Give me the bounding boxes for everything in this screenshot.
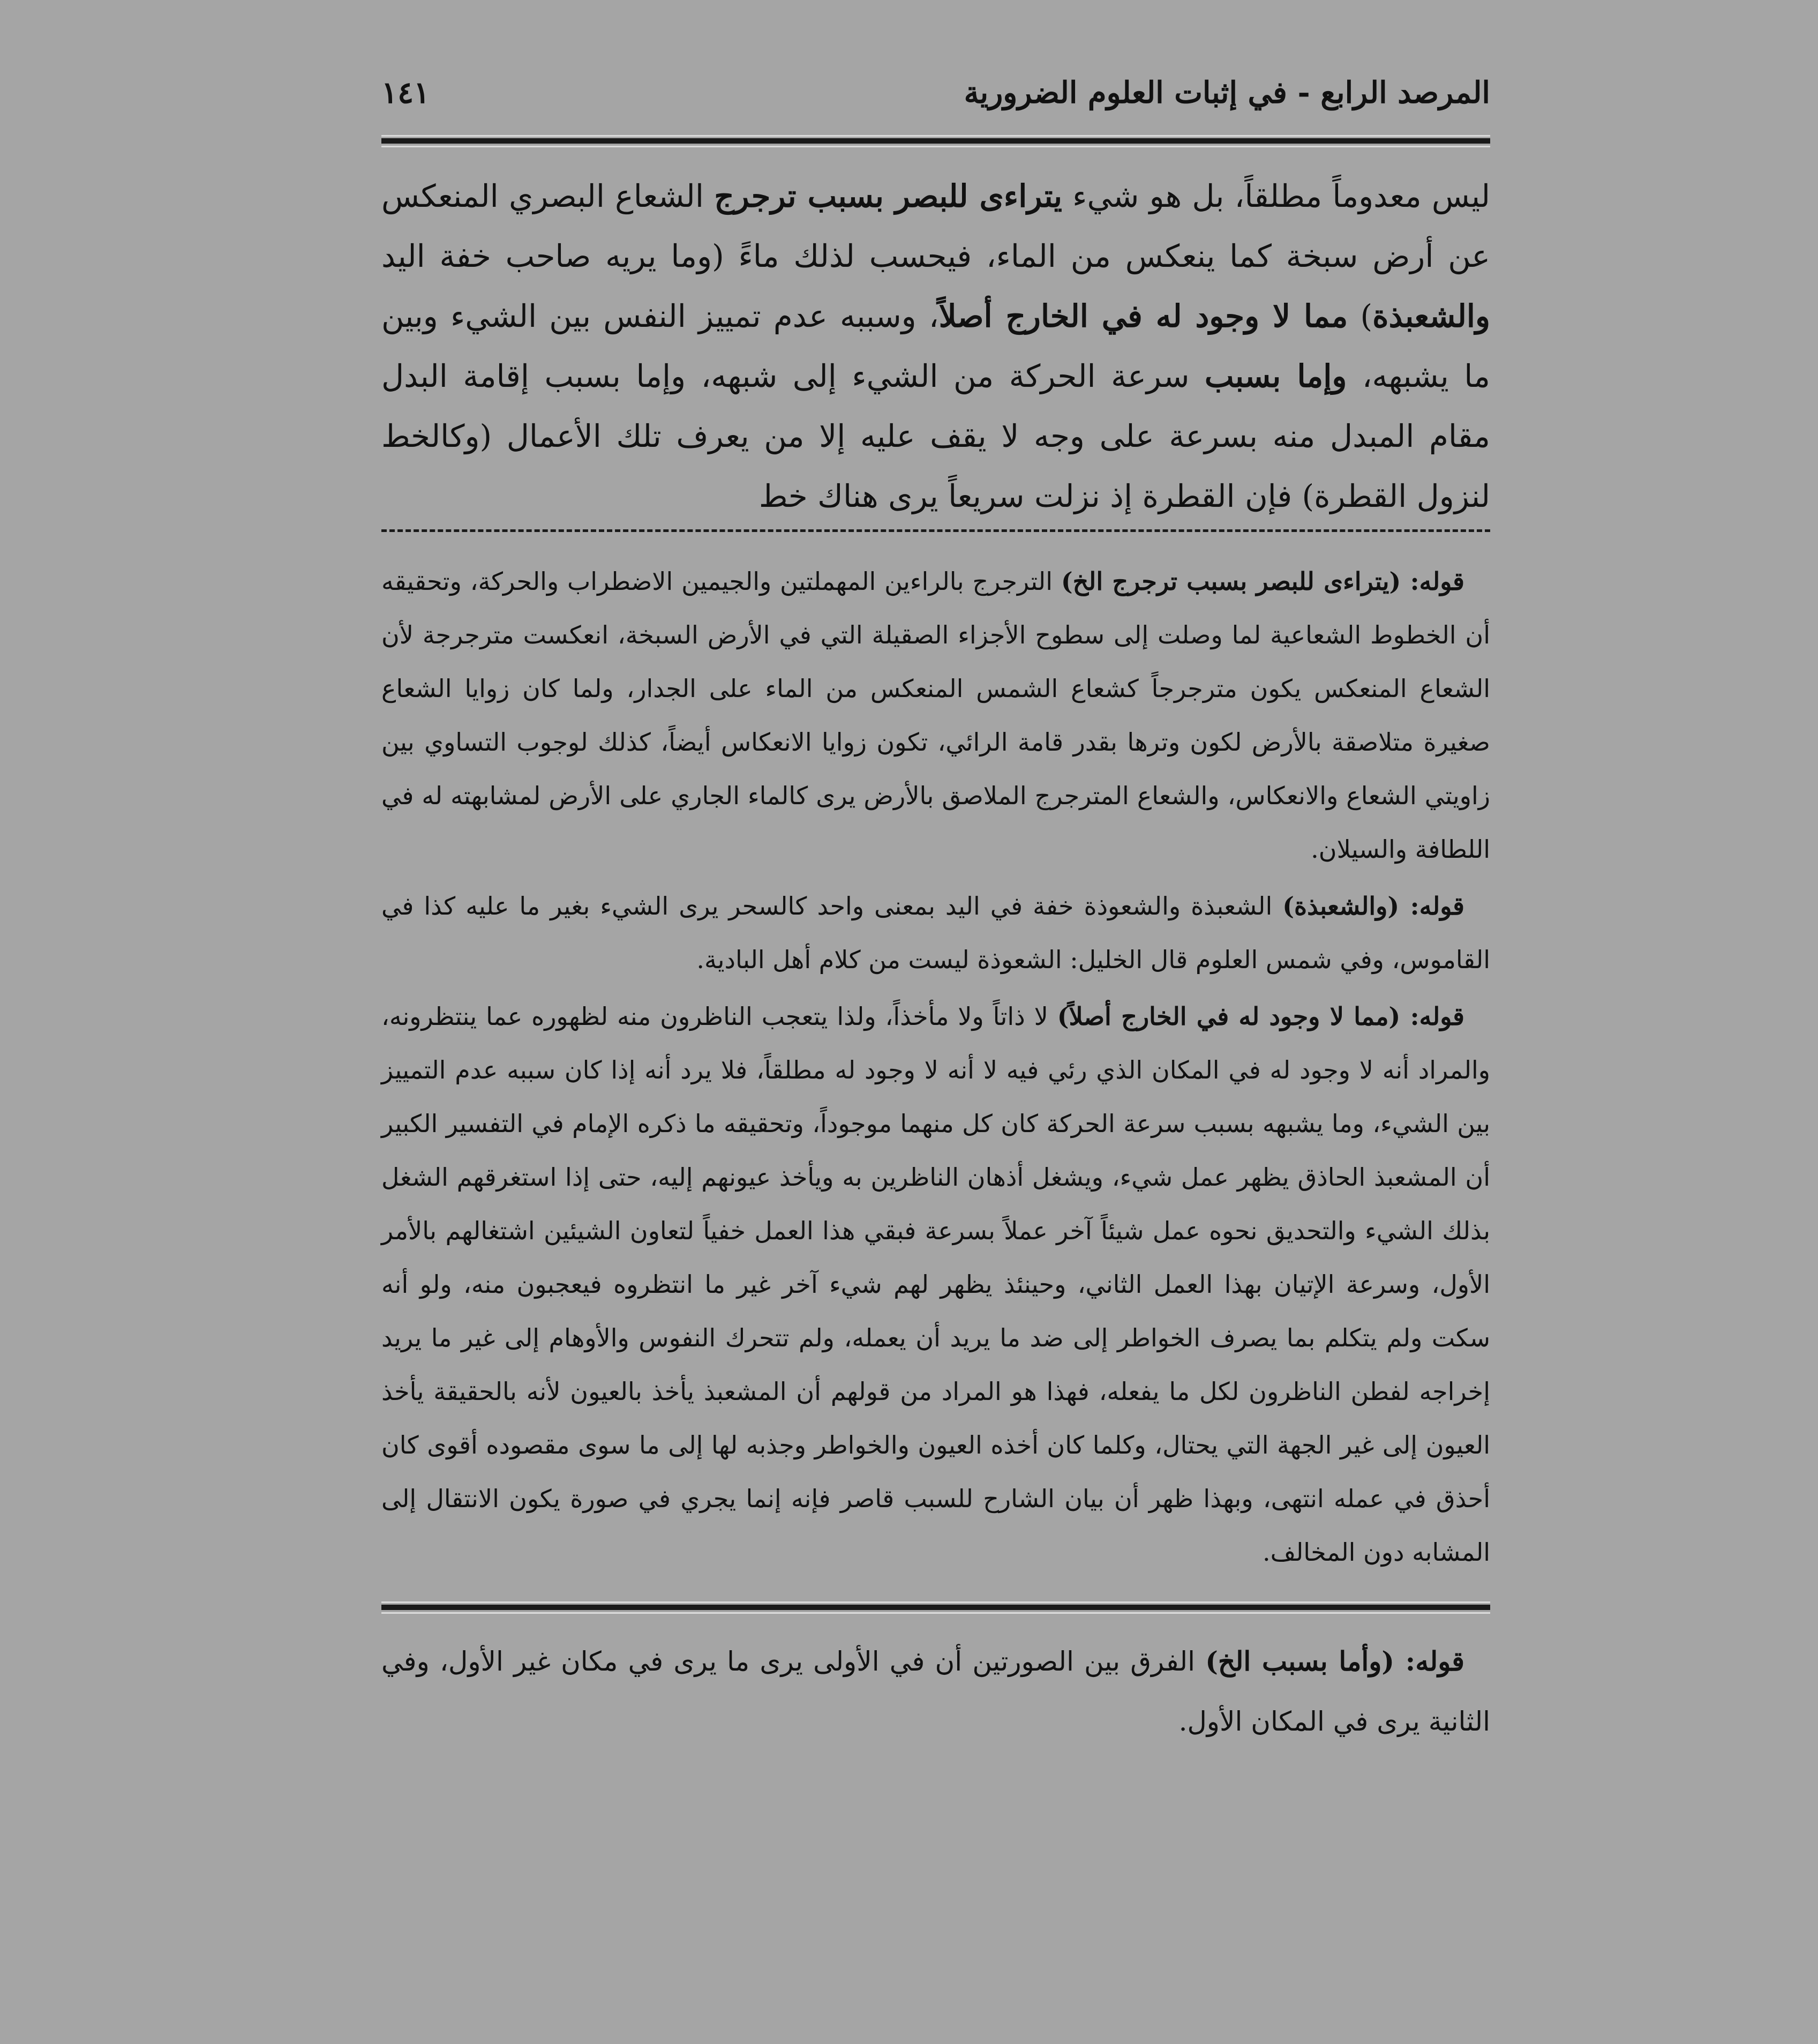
footer-note: [381, 1631, 1490, 1751]
main-text: [381, 166, 1490, 526]
note-text: الترجرج بالراءين المهملتين والجيمين الاضطراب والحركة، وتحقيقه أن الخطوط الشعاعية لما وصلت إلى سطوح الأجزاء الصقيلة التي في الأرض السبخة، انعكست مترجرجة لأن الشعاع المنعكس يكون مترجرجاً كشعاع الشمس المنعكس من الماء على الجدار، ولما كان زوايا الشعاع صغيرة متلاصقة بالأرض لكون وترها بقدر قامة الرائي، تكون زوايا الانعكاس أيضاً، كذلك لوجوب التساوي بين زاويتي الشعاع والانعكاس، والشعاع المترجرج الملاصق بالأرض يرى كالماء الجاري على الأرض لمشابهته له في اللطافة والسيلان.: [381, 567, 1490, 864]
commentary-notes: [381, 555, 1490, 1579]
header-divider: [381, 134, 1490, 150]
note-quote: (مما لا وجود له في الخارج أصلاً): [1057, 1002, 1401, 1031]
note-item: [381, 879, 1490, 986]
note-label: قوله:: [1394, 1645, 1465, 1677]
note-label: قوله:: [1401, 567, 1464, 596]
page-number: ١٤١: [381, 75, 430, 110]
note-quote: (يتراءى للبصر بسبب ترجرج الخ): [1061, 567, 1401, 596]
book-page: [381, 75, 1490, 2004]
main-text-bold: وإما بسبب: [1204, 358, 1347, 394]
note-text: الشعبذة والشعوذة خفة في اليد بمعنى واحد كالسحر يرى الشيء بغير ما عليه كذا في القاموس، وفي شمس العلوم قال الخليل: الشعوذة ليست من كلام أهل البادية.: [381, 892, 1490, 974]
note-label: قوله:: [1399, 892, 1464, 920]
main-text-segment: ): [1348, 298, 1373, 334]
main-text-bold: والشعبذة: [1372, 298, 1490, 334]
main-text-segment: سرعة الحركة من الشيء إلى شبهه، وإما بسبب إقامة البدل مقام المبدل منه بسرعة على وجه لا يقف عليه إلا من يعرف تلك الأعمال (وكالخط لنزول القطرة) فإن القطرة إذ نزلت سريعاً يرى هناك خط: [381, 358, 1490, 514]
footer-divider: [381, 1600, 1490, 1616]
main-text-segment: ليس معدوماً مطلقاً، بل هو شيء: [1062, 178, 1490, 214]
main-text-bold: يتراءى للبصر بسبب ترجرج: [714, 178, 1062, 214]
note-quote: (وأما بسبب الخ): [1205, 1645, 1395, 1677]
running-header: [381, 75, 1490, 134]
note-item: [381, 990, 1490, 1579]
note-quote: (والشعبذة): [1282, 892, 1400, 920]
note-text: لا ذاتاً ولا مأخذاً، ولذا يتعجب الناظرون منه لظهوره عما ينتظرونه، والمراد أنه لا وجود له في المكان الذي رئي فيه لا أنه لا وجود له مطلقاً، فلا يرد أنه إذا كان سببه عدم التمييز بين الشيء، وما يشبهه بسبب سرعة الحركة كان كل منهما موجوداً، وتحقيقه ما ذكره الإمام في التفسير الكبير أن المشعبذ الحاذق يظهر عمل شيء، ويشغل أذهان الناظرين به ويأخذ عيونهم إليه، حتى إذا استغرقهم الشغل بذلك الشيء والتحديق نحوه عمل شيئاً آخر عملاً بسرعة فبقي هذا العمل خفياً لتعاون الشيئين اشتغالهم بالأمر الأول، وسرعة الإتيان بهذا العمل الثاني، وحينئذ يظهر لهم شيء آخر غير ما انتظروه فيعجبون منه، ولو أنه سكت ولم يتكلم بما يصرف الخواطر إلى ضد ما يريد أن يعمله، ولم تتحرك النفوس والأوهام إلى غير ما يريد إخراجه لفطن الناظرون لكل ما يفعله، فهذا هو المراد من قولهم أن المشعبذ يأخذ بالعيون لأنه بالحقيقة يأخذ العيون إلى غير الجهة التي يحتال، وكلما كان أخذه العيون والخواطر وجذبه لها إلى ما سوى مقصوده أقوى كان أحذق في عمله انتهى، وبهذا ظهر أن بيان الشارح للسبب قاصر فإنه إنما يجري في صورة يكون الانتقال إلى المشابه دون المخالف.: [381, 1002, 1490, 1567]
chapter-title: المرصد الرابع - في إثبات العلوم الضرورية: [964, 75, 1490, 110]
note-item: [381, 555, 1490, 876]
main-text-segment: الشعاع البصري المنعكس عن أرض سبخة كما ينعكس من الماء، فيحسب لذلك ماءً (وما يريه صاحب خفة اليد: [381, 178, 1490, 274]
main-text-segment: ، وسببه عدم تمييز النفس بين الشيء وبين ما يشبهه،: [381, 298, 1490, 394]
main-text-bold: مما لا وجود له في الخارج أصلاً: [938, 298, 1348, 334]
note-label: قوله:: [1400, 1002, 1464, 1031]
dashed-separator: [381, 529, 1490, 532]
note-text: الفرق بين الصورتين أن في الأولى يرى ما يرى في مكان غير الأول، وفي الثانية يرى في المكان الأول.: [381, 1646, 1490, 1737]
